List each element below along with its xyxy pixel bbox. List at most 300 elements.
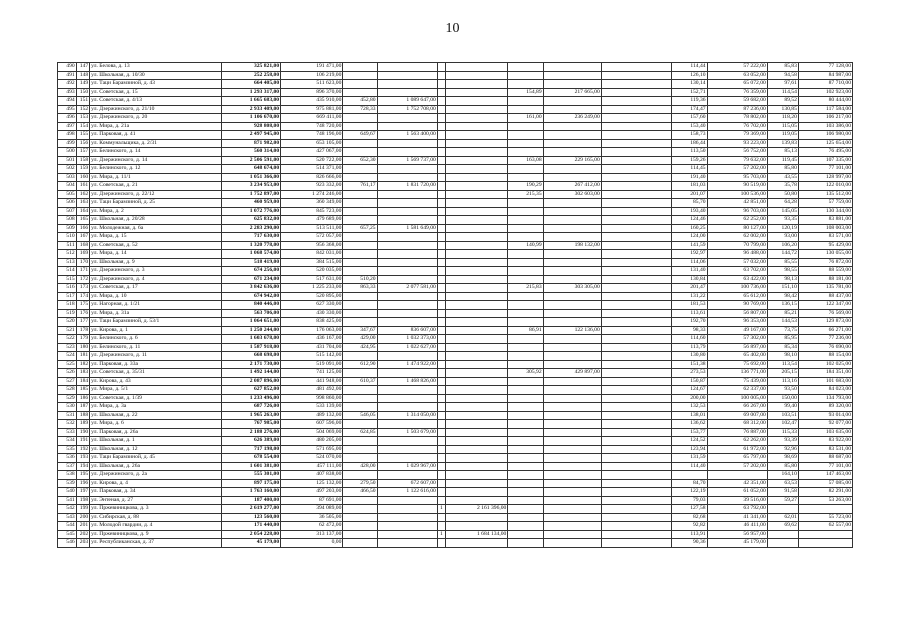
cell-area-d: 85,80 xyxy=(767,165,798,174)
cell-total-cost: 664 405,00 xyxy=(221,80,280,89)
cell-item-number: 203 xyxy=(76,539,89,548)
cell-cost-b xyxy=(377,258,437,267)
cell-item-number: 154 xyxy=(76,122,89,131)
cell-area-d: 85,13 xyxy=(767,148,798,157)
cell-cost-d xyxy=(543,97,601,106)
cell-count xyxy=(437,496,445,505)
cell-cost-e: 65 797,00 xyxy=(707,454,767,463)
cell-count xyxy=(437,428,445,437)
cell-cost-d xyxy=(543,539,601,548)
cell-cost-c xyxy=(446,326,508,335)
cell-item-number: 186 xyxy=(76,394,89,403)
cell-count xyxy=(437,71,445,80)
cell-cost-c xyxy=(446,258,508,267)
cell-total-cost: 171 440,00 xyxy=(221,522,280,531)
cell-cost-b xyxy=(377,352,437,361)
cell-cost-f: 87 710,00 xyxy=(798,80,852,89)
cell-cost-e: 62 002,00 xyxy=(707,233,767,242)
cell-cost-e: 61 052,00 xyxy=(707,488,767,497)
cell-address: ул. Школьная, д. 9 xyxy=(90,258,222,267)
cell-area-a xyxy=(343,309,377,318)
cell-address: ул. Белинского, д. 11 xyxy=(90,343,222,352)
table-row xyxy=(58,80,853,89)
cell-count xyxy=(437,199,445,208)
cell-cost-f: 147 463,00 xyxy=(798,471,852,480)
cell-total-cost: 1 072 776,00 xyxy=(221,207,280,216)
cell-cost-c xyxy=(446,496,508,505)
table-row xyxy=(58,462,853,471)
cell-area-b xyxy=(508,301,543,310)
table-row xyxy=(58,301,853,310)
cell-area-d: 94,58 xyxy=(767,71,798,80)
cell-cost-e: 63 792,00 xyxy=(707,505,767,514)
cell-cost-a: 653 105,00 xyxy=(281,139,343,148)
cell-total-cost: 2 188 276,00 xyxy=(221,428,280,437)
cell-cost-e: 65 072,00 xyxy=(707,80,767,89)
cell-cost-e: 80 127,00 xyxy=(707,224,767,233)
cell-cost-a: 191 471,00 xyxy=(281,63,343,72)
cell-address: ул. Советская, д. 21 xyxy=(90,182,222,191)
cell-cost-f: 88 437,00 xyxy=(798,292,852,301)
cell-cost-a: 998 860,00 xyxy=(281,394,343,403)
cell-blank-col xyxy=(601,131,672,140)
table-row xyxy=(58,394,853,403)
cell-address: ул. Белова, д. 13 xyxy=(90,63,222,72)
cell-item-number: 171 xyxy=(76,267,89,276)
cell-cost-f xyxy=(798,505,852,514)
cell-area-b xyxy=(508,267,543,276)
cell-area-c xyxy=(672,471,707,480)
cell-row-number: 491 xyxy=(58,71,77,80)
cell-blank-col xyxy=(601,80,672,89)
cell-area-d: 97,61 xyxy=(767,80,798,89)
table-row xyxy=(58,411,853,420)
cell-row-number: 498 xyxy=(58,131,77,140)
cell-cost-b xyxy=(377,233,437,242)
cell-area-d: 113,16 xyxy=(767,377,798,386)
cell-row-number: 506 xyxy=(58,199,77,208)
cell-area-d: 63,53 xyxy=(767,479,798,488)
cell-cost-c xyxy=(446,343,508,352)
cell-cost-c xyxy=(446,199,508,208)
table-row xyxy=(58,207,853,216)
cell-cost-c xyxy=(446,139,508,148)
cell-area-c: 158,73 xyxy=(672,131,707,140)
table-row xyxy=(58,156,853,165)
cell-cost-e: 42 351,00 xyxy=(707,479,767,488)
table-row xyxy=(58,71,853,80)
cell-area-a: 466,50 xyxy=(343,488,377,497)
cell-blank-col xyxy=(601,190,672,199)
cell-cost-d xyxy=(543,462,601,471)
cell-cost-b xyxy=(377,216,437,225)
cell-area-c: 192,70 xyxy=(672,318,707,327)
cell-area-b xyxy=(508,513,543,522)
cell-blank-col xyxy=(601,352,672,361)
cell-area-a xyxy=(343,539,377,548)
cell-area-c: 181,53 xyxy=(672,301,707,310)
cell-cost-c: 1 684 134,00 xyxy=(446,530,508,539)
cell-cost-f xyxy=(798,539,852,548)
cell-area-c: 113,61 xyxy=(672,309,707,318)
cell-cost-a: 430 330,00 xyxy=(281,309,343,318)
cell-area-a xyxy=(343,352,377,361)
table-row xyxy=(58,437,853,446)
cell-cost-f: 130 055,00 xyxy=(798,250,852,259)
cell-cost-c xyxy=(446,131,508,140)
table-row xyxy=(58,513,853,522)
cell-cost-d xyxy=(543,63,601,72)
cell-area-d: 115,05 xyxy=(767,122,798,131)
cell-count: 1 xyxy=(437,505,445,514)
cell-cost-b: 672 607,00 xyxy=(377,479,437,488)
cell-blank-col xyxy=(601,343,672,352)
cell-item-number: 174 xyxy=(76,292,89,301)
cell-area-d: 120,19 xyxy=(767,224,798,233)
cell-area-c: 200,00 xyxy=(672,394,707,403)
cell-area-a: 863,33 xyxy=(343,284,377,293)
cell-cost-c xyxy=(446,148,508,157)
cell-item-number: 153 xyxy=(76,114,89,123)
cell-total-cost: 1 106 670,00 xyxy=(221,114,280,123)
cell-address: ул. Школьная, д. 12 xyxy=(90,445,222,454)
cell-blank-col xyxy=(601,496,672,505)
cell-count xyxy=(437,462,445,471)
cell-total-cost: 325 821,00 xyxy=(221,63,280,72)
cell-cost-c xyxy=(446,122,508,131)
cell-cost-e: 56 897,00 xyxy=(707,343,767,352)
cell-cost-a: 62 472,00 xyxy=(281,522,343,531)
cell-area-d: 85,83 xyxy=(767,63,798,72)
cell-area-c: 114,60 xyxy=(672,335,707,344)
cell-cost-b xyxy=(377,309,437,318)
cell-cost-b: 1 468 826,00 xyxy=(377,377,437,386)
cell-row-number: 526 xyxy=(58,369,77,378)
table-row xyxy=(58,216,853,225)
cell-area-b: 154,89 xyxy=(508,88,543,97)
cell-total-cost: 1 601 381,00 xyxy=(221,462,280,471)
cell-count xyxy=(437,190,445,199)
cell-item-number: 175 xyxy=(76,301,89,310)
cell-cost-b xyxy=(377,471,437,480)
cell-area-a xyxy=(343,505,377,514)
table-row xyxy=(58,233,853,242)
cell-area-b xyxy=(508,258,543,267)
cell-cost-d: 303 305,00 xyxy=(543,284,601,293)
cell-row-number: 538 xyxy=(58,471,77,480)
cell-cost-a: 571 695,00 xyxy=(281,445,343,454)
cell-cost-e: 90 519,00 xyxy=(707,182,767,191)
cell-area-b xyxy=(508,250,543,259)
cell-area-a xyxy=(343,216,377,225)
cell-count xyxy=(437,224,445,233)
cell-count xyxy=(437,479,445,488)
cell-cost-b: 1 563 400,00 xyxy=(377,131,437,140)
cell-cost-d xyxy=(543,335,601,344)
cell-cost-d xyxy=(543,445,601,454)
cell-total-cost: 252 258,00 xyxy=(221,71,280,80)
table-row xyxy=(58,241,853,250)
cell-row-number: 519 xyxy=(58,309,77,318)
table-row xyxy=(58,505,853,514)
cell-cost-b xyxy=(377,250,437,259)
cell-area-d: 69,62 xyxy=(767,522,798,531)
cell-area-d: 98,69 xyxy=(767,454,798,463)
cell-cost-f: 80 444,00 xyxy=(798,97,852,106)
cell-cost-b xyxy=(377,122,437,131)
table-row xyxy=(58,122,853,131)
cell-cost-d xyxy=(543,343,601,352)
cell-total-cost: 1 763 160,00 xyxy=(221,488,280,497)
cell-area-b xyxy=(508,148,543,157)
cell-area-c: 191,40 xyxy=(672,173,707,182)
cell-area-a xyxy=(343,258,377,267)
table-row xyxy=(58,63,853,72)
cell-area-a xyxy=(343,496,377,505)
cell-area-d: 144,53 xyxy=(767,318,798,327)
cell-total-cost: 518 419,00 xyxy=(221,258,280,267)
cell-blank-col xyxy=(601,462,672,471)
cell-area-b xyxy=(508,199,543,208)
table-row xyxy=(58,488,853,497)
cell-address: ул. Таци Барамзиной, д. 25 xyxy=(90,199,222,208)
cell-cost-d xyxy=(543,105,601,114)
cell-cost-a: 504 069,00 xyxy=(281,428,343,437)
cell-blank-col xyxy=(601,216,672,225)
cell-area-b xyxy=(508,343,543,352)
cell-area-a: 624,85 xyxy=(343,428,377,437)
cell-area-a: 429,00 xyxy=(343,335,377,344)
cell-area-a: 546,05 xyxy=(343,411,377,420)
cell-cost-c xyxy=(446,284,508,293)
cell-item-number: 199 xyxy=(76,505,89,514)
cell-address: ул. Мира, д. 10 xyxy=(90,292,222,301)
cell-total-cost: 687 726,00 xyxy=(221,403,280,412)
cell-cost-c xyxy=(446,539,508,548)
cell-item-number: 165 xyxy=(76,216,89,225)
cell-cost-e: 93 223,00 xyxy=(707,139,767,148)
cell-cost-a: 1 274 246,00 xyxy=(281,190,343,199)
cell-area-c: 85,70 xyxy=(672,199,707,208)
cell-count xyxy=(437,80,445,89)
cell-cost-b xyxy=(377,165,437,174)
cell-area-d: 98,13 xyxy=(767,275,798,284)
cell-cost-c xyxy=(446,479,508,488)
cell-cost-b xyxy=(377,403,437,412)
cell-cost-d xyxy=(543,454,601,463)
cell-area-c: 119,36 xyxy=(672,97,707,106)
cell-count xyxy=(437,420,445,429)
table-row xyxy=(58,309,853,318)
cell-cost-b: 2 077 581,00 xyxy=(377,284,437,293)
cell-cost-c xyxy=(446,63,508,72)
cell-cost-d xyxy=(543,301,601,310)
cell-area-c: 138,01 xyxy=(672,411,707,420)
cell-address: ул. Дзержинского, д. 22/12 xyxy=(90,190,222,199)
cell-address: ул. Парковая, д. 26а xyxy=(90,428,222,437)
cell-blank-col xyxy=(601,63,672,72)
cell-area-a: 347,67 xyxy=(343,326,377,335)
cell-total-cost: 717 630,00 xyxy=(221,233,280,242)
cell-blank-col xyxy=(601,479,672,488)
cell-area-a xyxy=(343,233,377,242)
cell-cost-c xyxy=(446,335,508,344)
cell-cost-b xyxy=(377,318,437,327)
cell-total-cost: 563 706,00 xyxy=(221,309,280,318)
cell-address: ул. Мира, д. 3а xyxy=(90,403,222,412)
cell-area-d: 62,01 xyxy=(767,513,798,522)
cell-area-d: 85,34 xyxy=(767,343,798,352)
cell-cost-a: 520 035,00 xyxy=(281,267,343,276)
table-row xyxy=(58,275,853,284)
cell-cost-a: 441 948,00 xyxy=(281,377,343,386)
cell-address: ул. Мира, д. 5/1 xyxy=(90,386,222,395)
cell-cost-d xyxy=(543,250,601,259)
cell-area-d: 93,35 xyxy=(767,216,798,225)
cell-cost-d xyxy=(543,420,601,429)
cell-cost-b xyxy=(377,267,437,276)
register-table xyxy=(57,62,853,548)
cell-area-a xyxy=(343,403,377,412)
cell-area-a: 761,17 xyxy=(343,182,377,191)
cell-cost-b xyxy=(377,80,437,89)
cell-area-c: 130,80 xyxy=(672,352,707,361)
cell-area-b xyxy=(508,360,543,369)
cell-area-c: 114,44 xyxy=(672,63,707,72)
cell-item-number: 147 xyxy=(76,63,89,72)
cell-count xyxy=(437,241,445,250)
cell-cost-a: 106 219,00 xyxy=(281,71,343,80)
cell-count xyxy=(437,284,445,293)
cell-cost-e: 46 411,00 xyxy=(707,522,767,531)
cell-area-d: 205,15 xyxy=(767,369,798,378)
cell-cost-b: 1 474 922,00 xyxy=(377,360,437,369)
cell-cost-d xyxy=(543,165,601,174)
cell-count xyxy=(437,250,445,259)
cell-address: ул. Нагорная, д. 1/21 xyxy=(90,301,222,310)
cell-cost-c xyxy=(446,233,508,242)
cell-address: ул. Белинского, д. 6 xyxy=(90,335,222,344)
cell-cost-f: 135 781,00 xyxy=(798,284,852,293)
cell-cost-f: 117 584,00 xyxy=(798,105,852,114)
cell-cost-b xyxy=(377,292,437,301)
cell-area-b xyxy=(508,224,543,233)
cell-cost-f: 76 495,00 xyxy=(798,148,852,157)
cell-cost-e: 65 402,00 xyxy=(707,352,767,361)
cell-cost-f: 89 320,00 xyxy=(798,403,852,412)
cell-cost-c xyxy=(446,216,508,225)
cell-area-b xyxy=(508,97,543,106)
cell-address: ул. Сибирская, д. 88 xyxy=(90,513,222,522)
cell-cost-f: 77 101,00 xyxy=(798,462,852,471)
cell-area-a: 652,30 xyxy=(343,156,377,165)
cell-area-c: 79,03 xyxy=(672,496,707,505)
table-row xyxy=(58,360,853,369)
cell-row-number: 518 xyxy=(58,301,77,310)
cell-area-b xyxy=(508,428,543,437)
cell-area-b xyxy=(508,488,543,497)
cell-cost-e: 63 702,00 xyxy=(707,267,767,276)
cell-count xyxy=(437,148,445,157)
cell-area-c: 92,82 xyxy=(672,522,707,531)
cell-cost-d xyxy=(543,292,601,301)
cell-address: ул. Парковая, д. 41 xyxy=(90,131,222,140)
cell-cost-e: 61 972,00 xyxy=(707,445,767,454)
cell-address: ул. Школьная, д. 26а xyxy=(90,462,222,471)
cell-item-number: 195 xyxy=(76,471,89,480)
cell-cost-a: 896 370,00 xyxy=(281,88,343,97)
cell-cost-e: 62 252,00 xyxy=(707,216,767,225)
cell-cost-c xyxy=(446,224,508,233)
table-row xyxy=(58,148,853,157)
cell-cost-e: 75 692,00 xyxy=(707,360,767,369)
cell-cost-f: 92 077,00 xyxy=(798,420,852,429)
cell-area-a xyxy=(343,148,377,157)
cell-cost-c xyxy=(446,471,508,480)
cell-cost-c xyxy=(446,454,508,463)
cell-cost-e: 66 267,00 xyxy=(707,403,767,412)
cell-cost-d: 122 136,00 xyxy=(543,326,601,335)
cell-cost-c xyxy=(446,428,508,437)
cell-address: ул. Кирова, д. 4 xyxy=(90,479,222,488)
cell-cost-b xyxy=(377,71,437,80)
cell-cost-a: 845 723,00 xyxy=(281,207,343,216)
cell-address: ул. Советская, д. 35/31 xyxy=(90,369,222,378)
table-row xyxy=(58,530,853,539)
cell-cost-e: 75 439,00 xyxy=(707,377,767,386)
cell-area-c: 181,03 xyxy=(672,182,707,191)
cell-area-a xyxy=(343,63,377,72)
cell-cost-a: 513 511,00 xyxy=(281,224,343,233)
cell-total-cost: 1 965 263,00 xyxy=(221,411,280,420)
cell-area-d: 113,54 xyxy=(767,360,798,369)
table-row xyxy=(58,445,853,454)
cell-area-a: 610,37 xyxy=(343,377,377,386)
cell-cost-f: 122 347,00 xyxy=(798,301,852,310)
cell-count xyxy=(437,182,445,191)
cell-area-c: 132,53 xyxy=(672,403,707,412)
cell-cost-e: 57 202,00 xyxy=(707,165,767,174)
cell-cost-e: 76 702,00 xyxy=(707,122,767,131)
cell-area-b xyxy=(508,496,543,505)
cell-blank-col xyxy=(601,428,672,437)
cell-area-b: 215,35 xyxy=(508,190,543,199)
cell-blank-col xyxy=(601,267,672,276)
cell-total-cost: 1 587 918,00 xyxy=(221,343,280,352)
cell-cost-d xyxy=(543,216,601,225)
cell-blank-col xyxy=(601,250,672,259)
cell-blank-col xyxy=(601,403,672,412)
cell-area-a xyxy=(343,369,377,378)
cell-cost-c xyxy=(446,267,508,276)
cell-total-cost: 2 171 730,00 xyxy=(221,360,280,369)
cell-item-number: 159 xyxy=(76,165,89,174)
cell-item-number: 197 xyxy=(76,488,89,497)
cell-count xyxy=(437,301,445,310)
cell-cost-b xyxy=(377,530,437,539)
cell-area-d: 43,55 xyxy=(767,173,798,182)
cell-blank-col xyxy=(601,275,672,284)
cell-cost-f: 83 922,00 xyxy=(798,437,852,446)
cell-cost-c xyxy=(446,394,508,403)
cell-count xyxy=(437,513,445,522)
cell-cost-a: 514 371,00 xyxy=(281,165,343,174)
cell-area-d: 106,20 xyxy=(767,241,798,250)
cell-item-number: 188 xyxy=(76,411,89,420)
cell-area-d: 136,15 xyxy=(767,301,798,310)
cell-cost-d: 217 665,00 xyxy=(543,88,601,97)
cell-cost-b: 1 089 647,00 xyxy=(377,97,437,106)
